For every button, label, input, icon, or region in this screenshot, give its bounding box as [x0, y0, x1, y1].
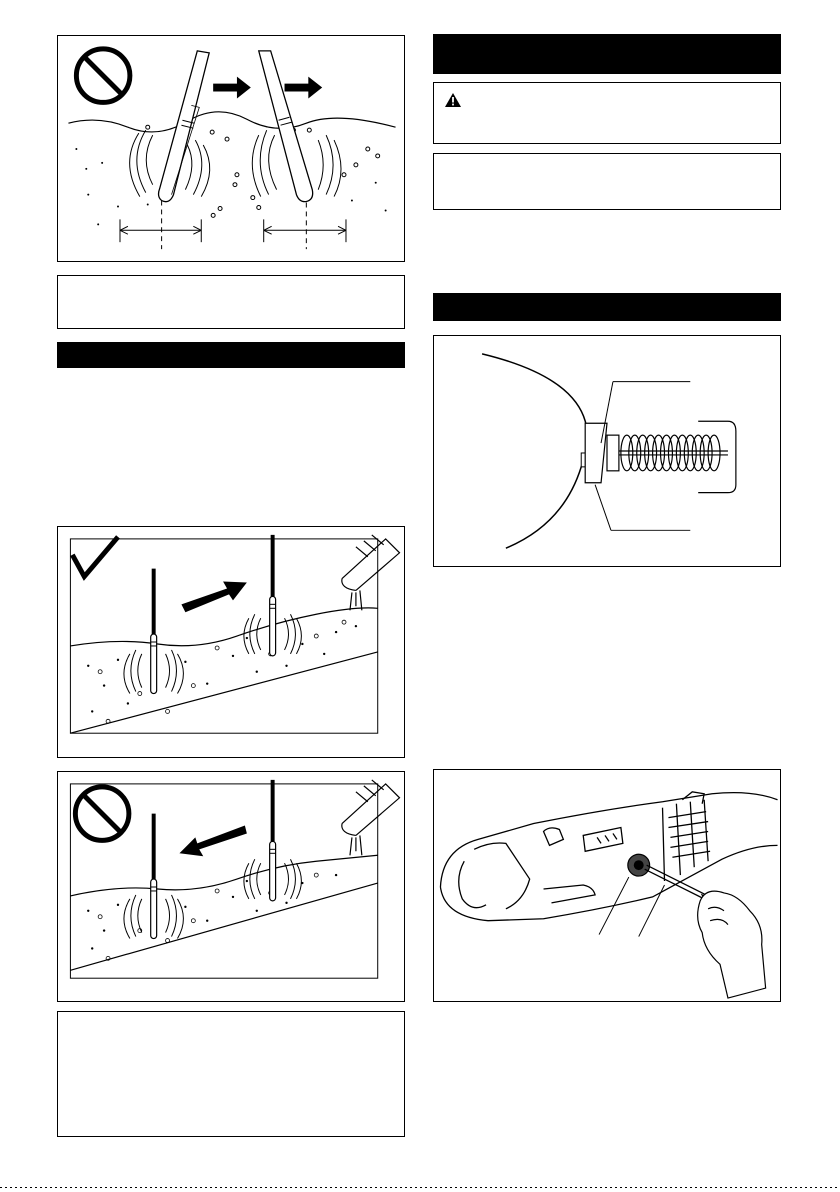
spring-coil-diagram	[434, 336, 780, 566]
figure-incorrect-insertion	[57, 35, 405, 262]
adjustment-screw	[628, 854, 650, 876]
vibrator-probe	[244, 535, 302, 656]
correct-direction-illustration	[58, 527, 404, 757]
prohibition-icon	[76, 49, 130, 103]
prohibition-icon	[75, 787, 129, 841]
figure-spring-coil	[433, 335, 781, 567]
vibrator-probe	[130, 51, 210, 202]
vibrator-probe	[244, 780, 301, 901]
incorrect-insertion-illustration	[58, 36, 404, 261]
vibrator-probe	[124, 569, 183, 694]
figure-correct-direction	[57, 526, 405, 758]
page-bottom-rule	[0, 1186, 840, 1189]
vibrator-probe	[124, 814, 183, 939]
section-header-bar	[433, 293, 781, 321]
hand-icon	[698, 891, 766, 998]
screwdriver-tool-diagram	[434, 770, 780, 1001]
note-box	[57, 275, 405, 329]
section-header-bar	[57, 342, 405, 368]
concrete-chute	[342, 535, 400, 610]
note-box	[57, 1011, 405, 1137]
dimension-marker	[120, 201, 346, 250]
spring-coil	[607, 435, 728, 471]
checkmark-icon	[72, 537, 118, 577]
notice-box	[433, 153, 781, 210]
warning-triangle-icon	[444, 92, 462, 108]
warning-box	[433, 82, 781, 144]
direction-arrow	[181, 582, 246, 613]
figure-screwdriver-tool	[433, 769, 781, 1002]
section-header-bar	[433, 34, 781, 74]
figure-incorrect-direction	[57, 771, 405, 1002]
direction-arrow	[179, 826, 246, 857]
incorrect-direction-illustration	[58, 772, 404, 1001]
concrete-chute	[342, 780, 400, 855]
